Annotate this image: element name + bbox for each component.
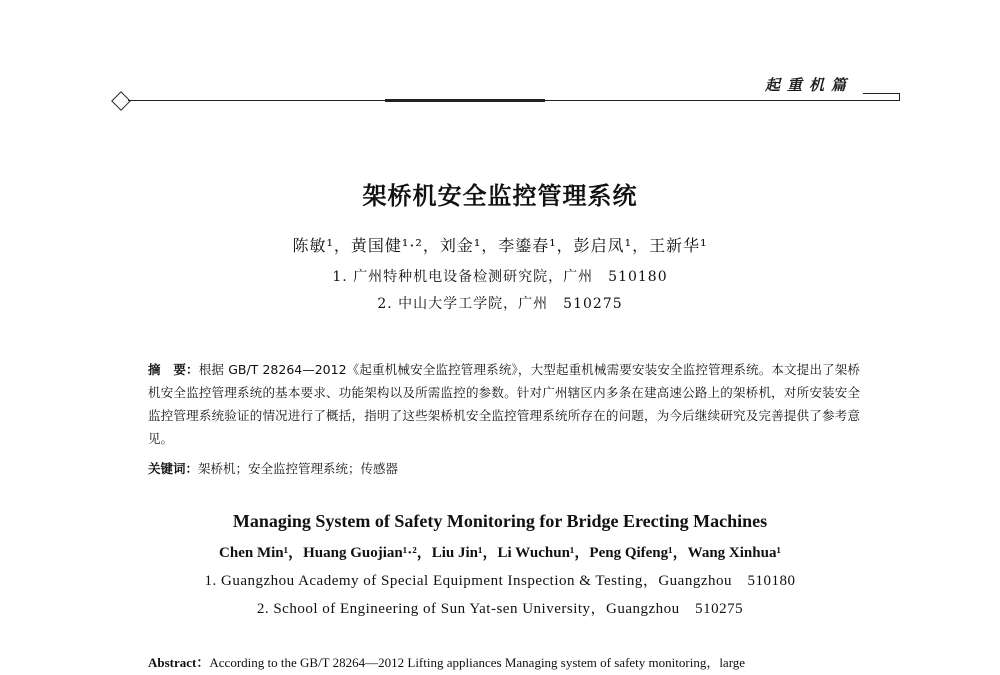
abstract-cn-text: 根据 GB/T 28264—2012《起重机械安全监控管理系统》，大型起重机械需要安装安全监控管理系统。本文提出了架桥机安全监控管理系统的基本要求、功能架构以及所需监控的参数。针对广州辖区内多条在建高速公路上的架桥机，对所安装安全监控管理系统验证的情况进行了概括，指明了这些架桥机安全监控管理系统所存在的问题，为今后继续研究及完善提供了参考意见。 bbox=[148, 362, 860, 446]
paper-title-cn: 架桥机安全监控管理系统 bbox=[362, 181, 638, 210]
affiliation-en-2: 2. School of Engineering of Sun Yat-sen University，Guangzhou 510275 bbox=[256, 601, 744, 617]
abstract-en bbox=[148, 652, 868, 671]
keywords-cn bbox=[148, 459, 398, 477]
abstract-en-label: Abstract： bbox=[148, 655, 210, 670]
paper-title-en: Managing System of Safety Monitoring for Bridge Erecting Machines bbox=[232, 511, 768, 531]
header-rule-accent bbox=[385, 99, 545, 102]
affiliation-cn-1: 1. 广州特种机电设备检测研究院，广州 510180 bbox=[332, 269, 668, 285]
authors-en: Chen Min¹，Huang Guojian¹·²，Liu Jin¹，Li Wuchun¹，Peng Qifeng¹，Wang Xinhua¹ bbox=[219, 545, 781, 561]
abstract-en-text: According to the GB/T 28264—2012 Lifting appliances Managing system of safety monitoring，large bbox=[209, 655, 746, 670]
affiliation-en-1: 1. Guangzhou Academy of Special Equipment Inspection & Testing，Guangzhou 510180 bbox=[204, 573, 796, 589]
keywords-cn-text: 架桥机；安全监控管理系统；传感器 bbox=[198, 461, 399, 476]
authors-cn: 陈敏¹，黄国健¹·²，刘金¹，李鎏春¹，彭启凤¹，王新华¹ bbox=[292, 236, 708, 255]
header-rule-end bbox=[863, 93, 900, 101]
keywords-cn-label: 关键词： bbox=[148, 461, 199, 476]
diamond-ornament-icon bbox=[111, 91, 131, 111]
affiliation-cn-2: 2. 中山大学工学院，广州 510275 bbox=[377, 296, 623, 312]
abstract-cn-label: 摘 要： bbox=[148, 362, 199, 377]
section-header: 起重机篇 bbox=[765, 76, 854, 94]
abstract-cn bbox=[148, 358, 860, 450]
